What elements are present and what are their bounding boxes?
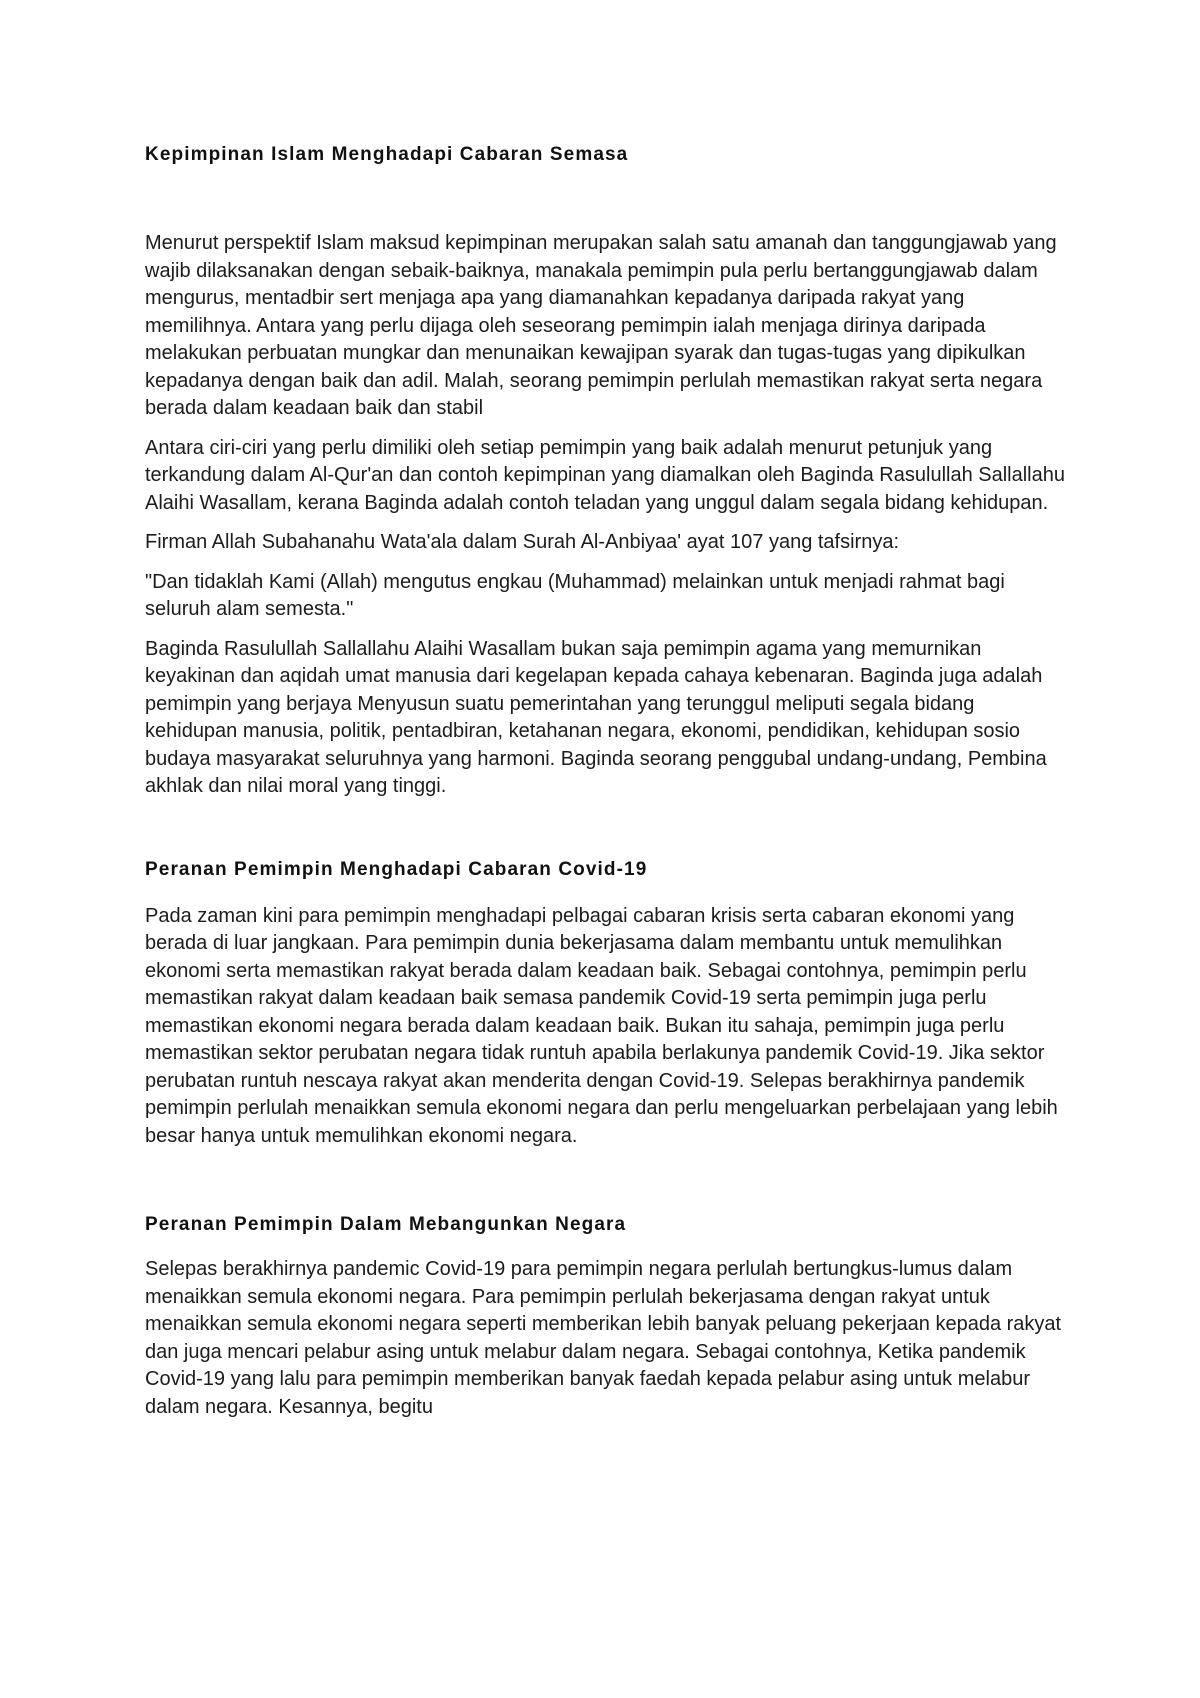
intro-paragraph-5: Baginda Rasulullah Sallallahu Alaihi Wasallam bukan saja pemimpin agama yang memurnikan keyakinan dan aqidah umat manusia dari kegelapan kepada cahaya kebenaran. Baginda juga adalah pemimpin yang berjaya Menyusun suatu pemerintahan yang terunggul meliputi segala bidang kehidupan manusia, politik, pentadbiran, ketahanan negara, ekonomi, pendidikan, kehidupan sosio budaya masyarakat seluruhnya yang harmoni. Baginda seorang penggubal undang-undang, Pembina akhlak dan nilai moral yang tinggi. [145,637,1047,797]
intro-paragraph-3: Firman Allah Subahanahu Wata'ala dalam Surah Al-Anbiyaa' ayat 107 yang tafsirnya: [145,531,900,553]
section-covid-paragraph: Pada zaman kini para pemimpin menghadapi pelbagai cabaran krisis serta cabaran ekonomi yang berada di luar jangkaan. Para pemimpin dunia bekerjasama dalam membantu untuk memulihkan ekonomi serta memastikan rakyat berada dalam keadaan baik. Sebagai contohnya, pemimpin perlu memastikan rakyat dalam keadaan baik semasa pandemik Covid-19 serta pemimpin juga perlu memastikan ekonomi negara berada dalam keadaan baik. Bukan itu sahaja, pemimpin juga perlu memastikan sektor perubatan negara tidak runtuh apabila berlakunya pandemik Covid-19. Jika sektor perubatan runtuh nescaya rakyat akan menderita dengan Covid-19. Selepas berakhirnya pandemik pemimpin perlulah menaikkan semula ekonomi negara dan perlu mengeluarkan perbelajaan yang lebih besar hanya untuk memulihkan ekonomi negara. [145,904,1058,1147]
section-negara-paragraph: Selepas berakhirnya pandemic Covid-19 para pemimpin negara perlulah bertungkus-lumus dalam menaikkan semula ekonomi negara. Para pemimpin perlulah bekerjasama dengan rakyat untuk menaikkan semula ekonomi negara seperti memberikan lebih banyak peluang pekerjaan kepada rakyat dan juga mencari pelabur asing untuk melabur dalam negara. Sebagai contohnya, Ketika pandemik Covid-19 yang lalu para pemimpin memberikan banyak faedah kepada pelabur asing untuk melabur dalam negara. Kesannya, begitu [145,1258,1062,1418]
section-heading-negara: Peranan Pemimpin Dalam Mebangunkan Negara [145,1214,627,1235]
quote-paragraph: "Dan tidaklah Kami (Allah) mengutus engkau (Muhammad) melainkan untuk menjadi rahmat bagi seluruh alam semesta." [145,570,1005,620]
intro-paragraph-2: Antara ciri-ciri yang perlu dimiliki oleh setiap pemimpin yang baik adalah menurut petunjuk yang terkandung dalam Al-Qur'an dan contoh kepimpinan yang diamalkan oleh Baginda Rasulullah Sallallahu Alaihi Wasallam, kerana Baginda adalah contoh teladan yang unggul dalam segala bidang kehidupan. [145,436,1065,514]
document-page [145,144,1065,1433]
intro-paragraph-1: Menurut perspektif Islam maksud kepimpinan merupakan salah satu amanah dan tanggungjawab yang wajib dilaksanakan dengan sebaik-baiknya, manakala pemimpin pula perlu bertanggungjawab dalam mengurus, mentadbir sert menjaga apa yang diamanahkan kepadanya daripada rakyat yang memilihnya. Antara yang perlu dijaga oleh seseorang pemimpin ialah menjaga dirinya daripada melakukan perbuatan mungkar dan menunaikan kewajipan syarak dan tugas-tugas yang dipikulkan kepadanya dengan baik dan adil. Malah, seorang pemimpin perlulah memastikan rakyat serta negara berada dalam keadaan baik dan stabil [145,232,1057,419]
document-title: Kepimpinan Islam Menghadapi Cabaran Semasa [145,144,629,165]
section-heading-covid: Peranan Pemimpin Menghadapi Cabaran Covid-19 [145,858,648,880]
